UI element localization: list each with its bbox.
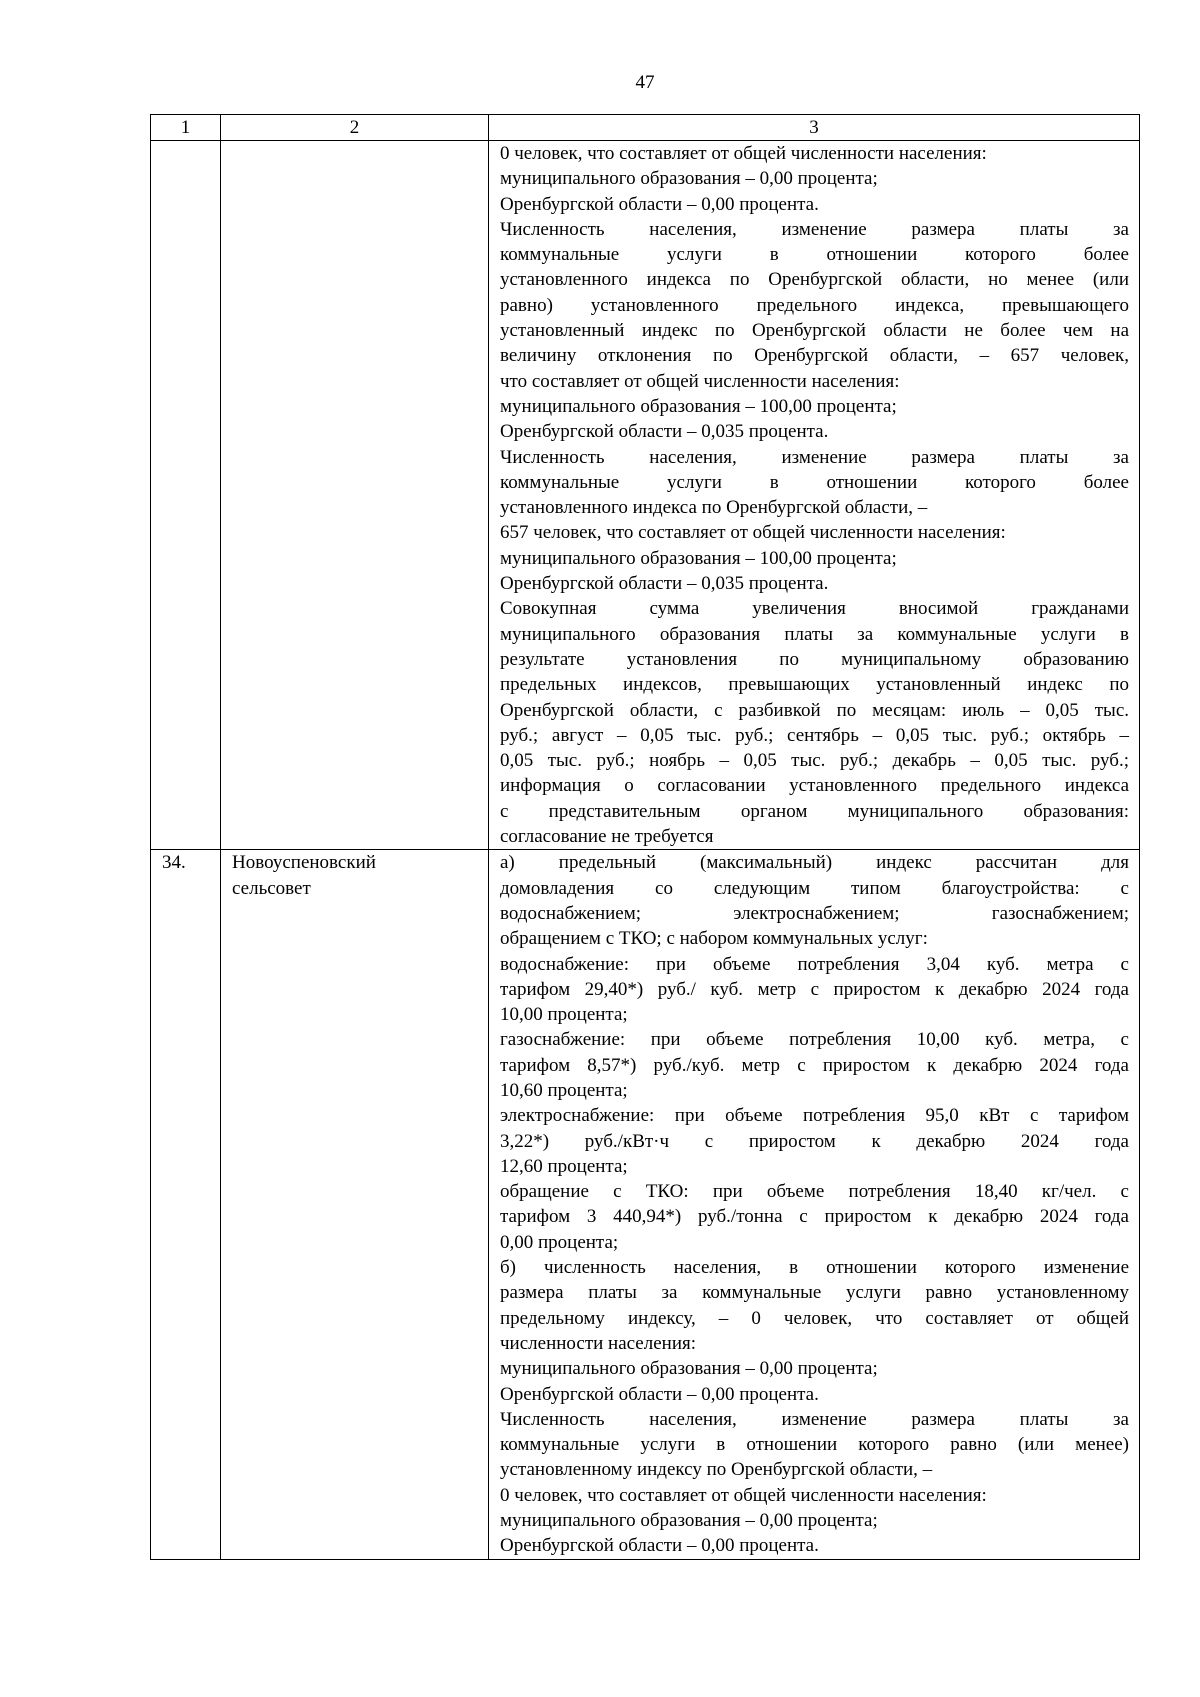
- text-line: Оренбургской области, с разбивкой по месяцам: июль – 0,05 тыс.: [500, 699, 1129, 721]
- text-line: домовладения со следующим типом благоустройства: с: [500, 877, 1129, 899]
- text-line: обращение с ТКО: при объеме потребления 18,40 кг/чел. с: [500, 1181, 1129, 1203]
- text-line: 657 человек, что составляет от общей численности населения:: [500, 522, 1006, 544]
- text-line: 10,60 процента;: [500, 1079, 628, 1101]
- table-row-continued: [151, 141, 1140, 850]
- text-line: 0,00 процента;: [500, 1231, 619, 1253]
- text-line: 3,22*) руб./кВт·ч с приростом к декабрю 2024 года: [500, 1130, 1129, 1152]
- text-line: коммунальные услуги в отношении которого более: [500, 471, 1129, 493]
- text-line: 0,05 тыс. руб.; ноябрь – 0,05 тыс. руб.; декабрь – 0,05 тыс. руб.;: [500, 750, 1129, 772]
- text-line: Численность населения, изменение размера платы за: [500, 446, 1129, 468]
- page-number: 47: [635, 72, 655, 93]
- row-number: 34.: [151, 850, 221, 1559]
- text-line: Численность населения, изменение размера платы за: [500, 218, 1129, 240]
- text-line: установленного индекса по Оренбургской области, –: [500, 497, 928, 519]
- text-line: газоснабжение: при объеме потребления 10,00 куб. метра, с: [500, 1029, 1129, 1051]
- text-line: водоснабжение: при объеме потребления 3,04 куб. метра с: [500, 953, 1129, 975]
- text-line: установленного индекса по Оренбургской области, но менее (или: [500, 269, 1129, 291]
- text-line: предельных индексов, превышающих установленный индекс по: [500, 674, 1129, 696]
- text-line: Оренбургской области – 0,035 процента.: [500, 421, 829, 443]
- text-line: водоснабжением; электроснабжением; газоснабжением;: [500, 902, 1129, 924]
- text-line: коммунальные услуги в отношении которого равно (или менее): [500, 1434, 1129, 1456]
- text-line: предельному индексу, – 0 человек, что составляет от общей: [500, 1307, 1129, 1329]
- text-line: установленному индексу по Оренбургской области, –: [500, 1459, 933, 1481]
- text-line: 0 человек, что составляет от общей численности населения:: [500, 143, 987, 164]
- text-line: Численность населения, изменение размера платы за: [500, 1408, 1129, 1430]
- text-line: равно) установленного предельного индекса, превышающего: [500, 294, 1129, 316]
- text-line: тарифом 3 440,94*) руб./тонна с приростом к декабрю 2024 года: [500, 1206, 1129, 1228]
- text-line: муниципального образования – 100,00 процента;: [500, 395, 897, 417]
- text-line: Оренбургской области – 0,00 процента.: [500, 1383, 819, 1405]
- text-line: муниципального образования – 0,00 процента;: [500, 1358, 878, 1380]
- text-line: результате установления по муниципальному образованию: [500, 648, 1129, 670]
- row-municipality-name: [221, 850, 489, 1559]
- row-number-cell: [151, 141, 221, 850]
- municipality-name-line1: Новоуспеновский: [232, 852, 376, 874]
- text-line: информация о согласовании установленного предельного индекса: [500, 775, 1129, 797]
- row-name-cell: [221, 141, 489, 850]
- header-col-3: 3: [489, 115, 1140, 141]
- text-line: электроснабжение: при объеме потребления 95,0 кВт с тарифом: [500, 1105, 1129, 1127]
- text-line: обращением с ТКО; с набором коммунальных услуг:: [500, 928, 928, 950]
- text-line: б) численность населения, в отношении которого изменение: [500, 1257, 1129, 1279]
- header-col-1: 1: [151, 115, 221, 141]
- text-line: с представительным органом муниципального образования:: [500, 800, 1129, 822]
- text-line: что составляет от общей численности населения:: [500, 370, 900, 392]
- description-lines: [500, 850, 1129, 1558]
- description-lines: [500, 141, 1129, 849]
- text-line: Оренбургской области – 0,00 процента.: [500, 193, 819, 215]
- municipality-name-line2: сельсовет: [232, 877, 311, 899]
- text-line: муниципального образования платы за коммунальные услуги в: [500, 623, 1129, 645]
- text-line: руб.; август – 0,05 тыс. руб.; сентябрь – 0,05 тыс. руб.; октябрь –: [500, 724, 1129, 746]
- text-line: тарифом 29,40*) руб./ куб. метр с приростом к декабрю 2024 года: [500, 978, 1129, 1000]
- text-line: установленный индекс по Оренбургской области не более чем на: [500, 320, 1129, 342]
- table-row-34: [151, 850, 1140, 1559]
- text-line: муниципального образования – 100,00 процента;: [500, 547, 897, 569]
- document-table: [150, 114, 1140, 1560]
- text-line: 10,00 процента;: [500, 1004, 628, 1026]
- text-line: размера платы за коммунальные услуги равно установленному: [500, 1282, 1129, 1304]
- text-line: 12,60 процента;: [500, 1155, 628, 1177]
- text-line: коммунальные услуги в отношении которого более: [500, 244, 1129, 266]
- text-line: муниципального образования – 0,00 процента;: [500, 1510, 878, 1532]
- text-line: согласование не требуется: [500, 826, 714, 848]
- text-line: а) предельный (максимальный) индекс рассчитан для: [500, 852, 1129, 874]
- text-line: муниципального образования – 0,00 процента;: [500, 168, 878, 190]
- row-description-cell: [489, 850, 1140, 1559]
- text-line: Оренбургской области – 0,00 процента.: [500, 1535, 819, 1557]
- table-header-row: [151, 115, 1140, 141]
- text-line: Совокупная сумма увеличения вносимой гражданами: [500, 598, 1129, 620]
- text-line: Оренбургской области – 0,035 процента.: [500, 573, 829, 595]
- text-line: тарифом 8,57*) руб./куб. метр с приростом к декабрю 2024 года: [500, 1054, 1129, 1076]
- text-line: 0 человек, что составляет от общей численности населения:: [500, 1484, 987, 1506]
- row-description-cell: [489, 141, 1140, 850]
- text-line: численности населения:: [500, 1332, 697, 1354]
- header-col-2: 2: [221, 115, 489, 141]
- text-line: величину отклонения по Оренбургской области, – 657 человек,: [500, 345, 1129, 367]
